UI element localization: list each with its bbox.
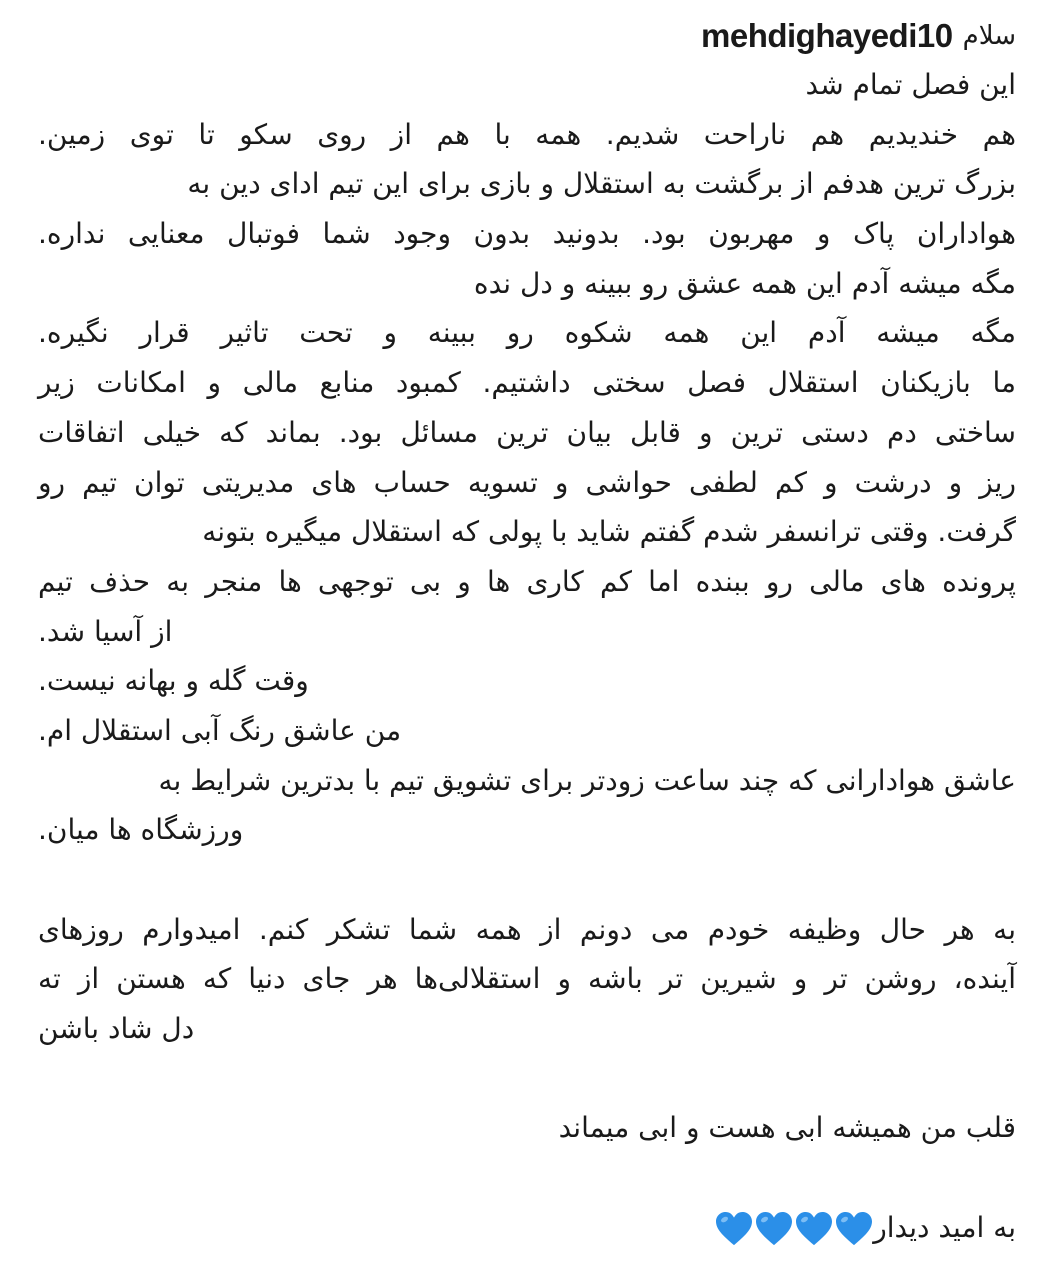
caption-line: بزرگ ترین هدفم از برگشت به استقلال و بازی برای این تیم ادای دین به: [187, 167, 1016, 201]
blue-heart-icon: [795, 1211, 833, 1247]
caption-line: دل شاد باشن: [38, 1012, 195, 1046]
blue-heart-icon: [715, 1211, 753, 1247]
caption-line: مگه میشه آدم این همه عشق رو ببینه و دل نده: [473, 266, 1016, 300]
caption-line: ریز و درشت و کم لطفی حواشی و تسویه حساب های مدیریتی توان تیم رو: [38, 465, 1016, 499]
caption-line: ورزشگاه ها میان.: [38, 813, 244, 847]
closing-text: به امید دیدار: [873, 1210, 1016, 1244]
caption-line: ما بازیکنان استقلال فصل سختی داشتیم. کمبود منابع مالی و امکانات زیر: [38, 366, 1016, 400]
caption-line: وقت گله و بهانه نیست.: [38, 664, 309, 698]
greeting-text: سلام: [962, 21, 1016, 51]
caption-header: [701, 12, 1016, 60]
caption-line: به هر حال وظیفه خودم می دونم از همه شما تشکر کنم. امیدوارم روزهای: [38, 912, 1016, 946]
caption-line: پرونده های مالی رو ببنده اما کم کاری ها و بی توجهی ها منجر به حذف تیم: [38, 564, 1016, 598]
caption-line: ساختی دم دستی ترین و قابل بیان ترین مسائل بود. بماند که خیلی اتفاقات: [38, 415, 1016, 449]
caption-line: آینده، روشن تر و شیرین تر باشه و استقلالی‌ها هر جای دنیا که هستن از ته: [38, 962, 1016, 996]
caption-line: هم خندیدیم هم ناراحت شدیم. همه با هم از روی سکو تا توی زمین.: [38, 117, 1016, 151]
caption-body: [38, 60, 1016, 1253]
blank-line: [38, 855, 1016, 905]
blank-line: [38, 1054, 1016, 1104]
blue-heart-icon: [835, 1211, 873, 1247]
blue-heart-icon: [755, 1211, 793, 1247]
caption-line: من عاشق رنگ آبی استقلال ام.: [38, 713, 402, 747]
caption-line: عاشق هوادارانی که چند ساعت زودتر برای تشویق تیم با بدترین شرایط به: [158, 763, 1016, 797]
caption-line: هواداران پاک و مهربون بود. بدونید بدون وجود شما فوتبال معنایی نداره.: [38, 217, 1016, 251]
closing-line: [38, 1203, 1016, 1253]
hearts-group: [715, 1211, 873, 1247]
caption-line: مگه میشه آدم این همه شکوه رو ببینه و تحت تاثیر قرار نگیره.: [38, 316, 1016, 350]
username-link[interactable]: mehdighayedi10: [701, 17, 953, 54]
caption-line: این فصل تمام شد: [805, 68, 1016, 101]
blank-line: [38, 1153, 1016, 1203]
caption-line: از آسیا شد.: [38, 614, 173, 648]
caption-line: گرفت. وقتی ترانسفر شدم گفتم شاید با پولی که استقلال میگیره بتونه: [202, 515, 1016, 549]
caption-line: قلب من همیشه ابی هست و ابی میماند: [558, 1111, 1016, 1145]
